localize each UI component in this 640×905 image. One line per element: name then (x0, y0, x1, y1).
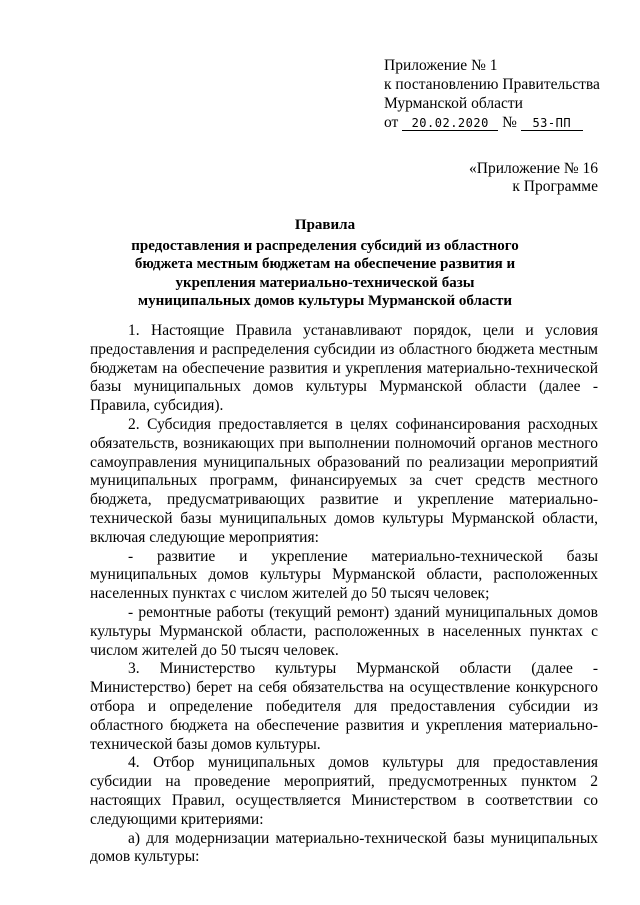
appendix-16-title: «Приложение № 16 (469, 160, 598, 177)
date-prefix: от (384, 114, 399, 131)
title-subtitle: предоставления и распределения субсидий из областного бюджета местным бюджетам на обеспечение развития и укрепления материально-технической базы муниципальных домов культуры Мурманской области (131, 237, 519, 309)
appendix-16-program: к Программе (512, 178, 598, 195)
document-body (90, 322, 598, 867)
paragraph-2-item-1: - развитие и укрепление материально-технической базы муниципальных домов культуры Мурманской области, расположенных населенных пунктах с числом жителей до 50 тысяч человек; (90, 547, 598, 603)
document-title (120, 216, 530, 311)
paragraph-4: 4. Отбор муниципальных домов культуры для предоставления субсидии на проведение мероприятий, предусмотренных пунктом 2 настоящих Правил, осуществляется Министерством в соответствии со следующими критериями: (90, 754, 598, 828)
appendix-1-region: Мурманской области (384, 95, 523, 112)
title-main: Правила (294, 217, 356, 233)
appendix-1-resolution: к постановлению Правительства (384, 76, 600, 93)
paragraph-4-item-a: а) для модернизации материально-технической базы муниципальных домов культуры: (90, 829, 598, 866)
paragraph-1: 1. Настоящие Правила устанавливают порядок, цели и условия предоставления и распределения субсидии из областного бюджета местным бюджетам на обеспечение развития и укрепления материально-технической базы муниципальных домов культуры Мурманской области (далее - Правила, субсидия). (90, 322, 598, 415)
paragraph-2: 2. Субсидия предоставляется в целях софинансирования расходных обязательств, возникающих при выполнении полномочий органов местного самоуправления муниципальных образований по реализации мероприятий муниципальных программ, финансируемых за счет средств местного бюджета, предусматривающих развитие и укрепление материально-технической базы муниципальных домов культуры Мурманской области, включая следующие мероприятия: (90, 415, 598, 546)
number-prefix: № (502, 114, 517, 131)
appendix-1-header (384, 56, 600, 132)
paragraph-2-item-2: - ремонтные работы (текущий ремонт) зданий муниципальных домов культуры Мурманской области, расположенных в населенных пунктах с числом жителей до 50 тысяч человек. (90, 603, 598, 659)
number-value: 53-ПП (521, 117, 583, 131)
appendix-1-date-line (384, 113, 600, 132)
paragraph-3: 3. Министерство культуры Мурманской области (далее - Министерство) берет на себя обязательства на осуществление конкурсного отбора и определение победителя для предоставления субсидии из областного бюджета на обеспечение развития и укрепления материально-технической базы домов культуры. (90, 660, 598, 753)
appendix-16-header (469, 160, 598, 196)
date-value: 20.02.2020 (402, 117, 498, 131)
appendix-1-title: Приложение № 1 (384, 57, 498, 74)
